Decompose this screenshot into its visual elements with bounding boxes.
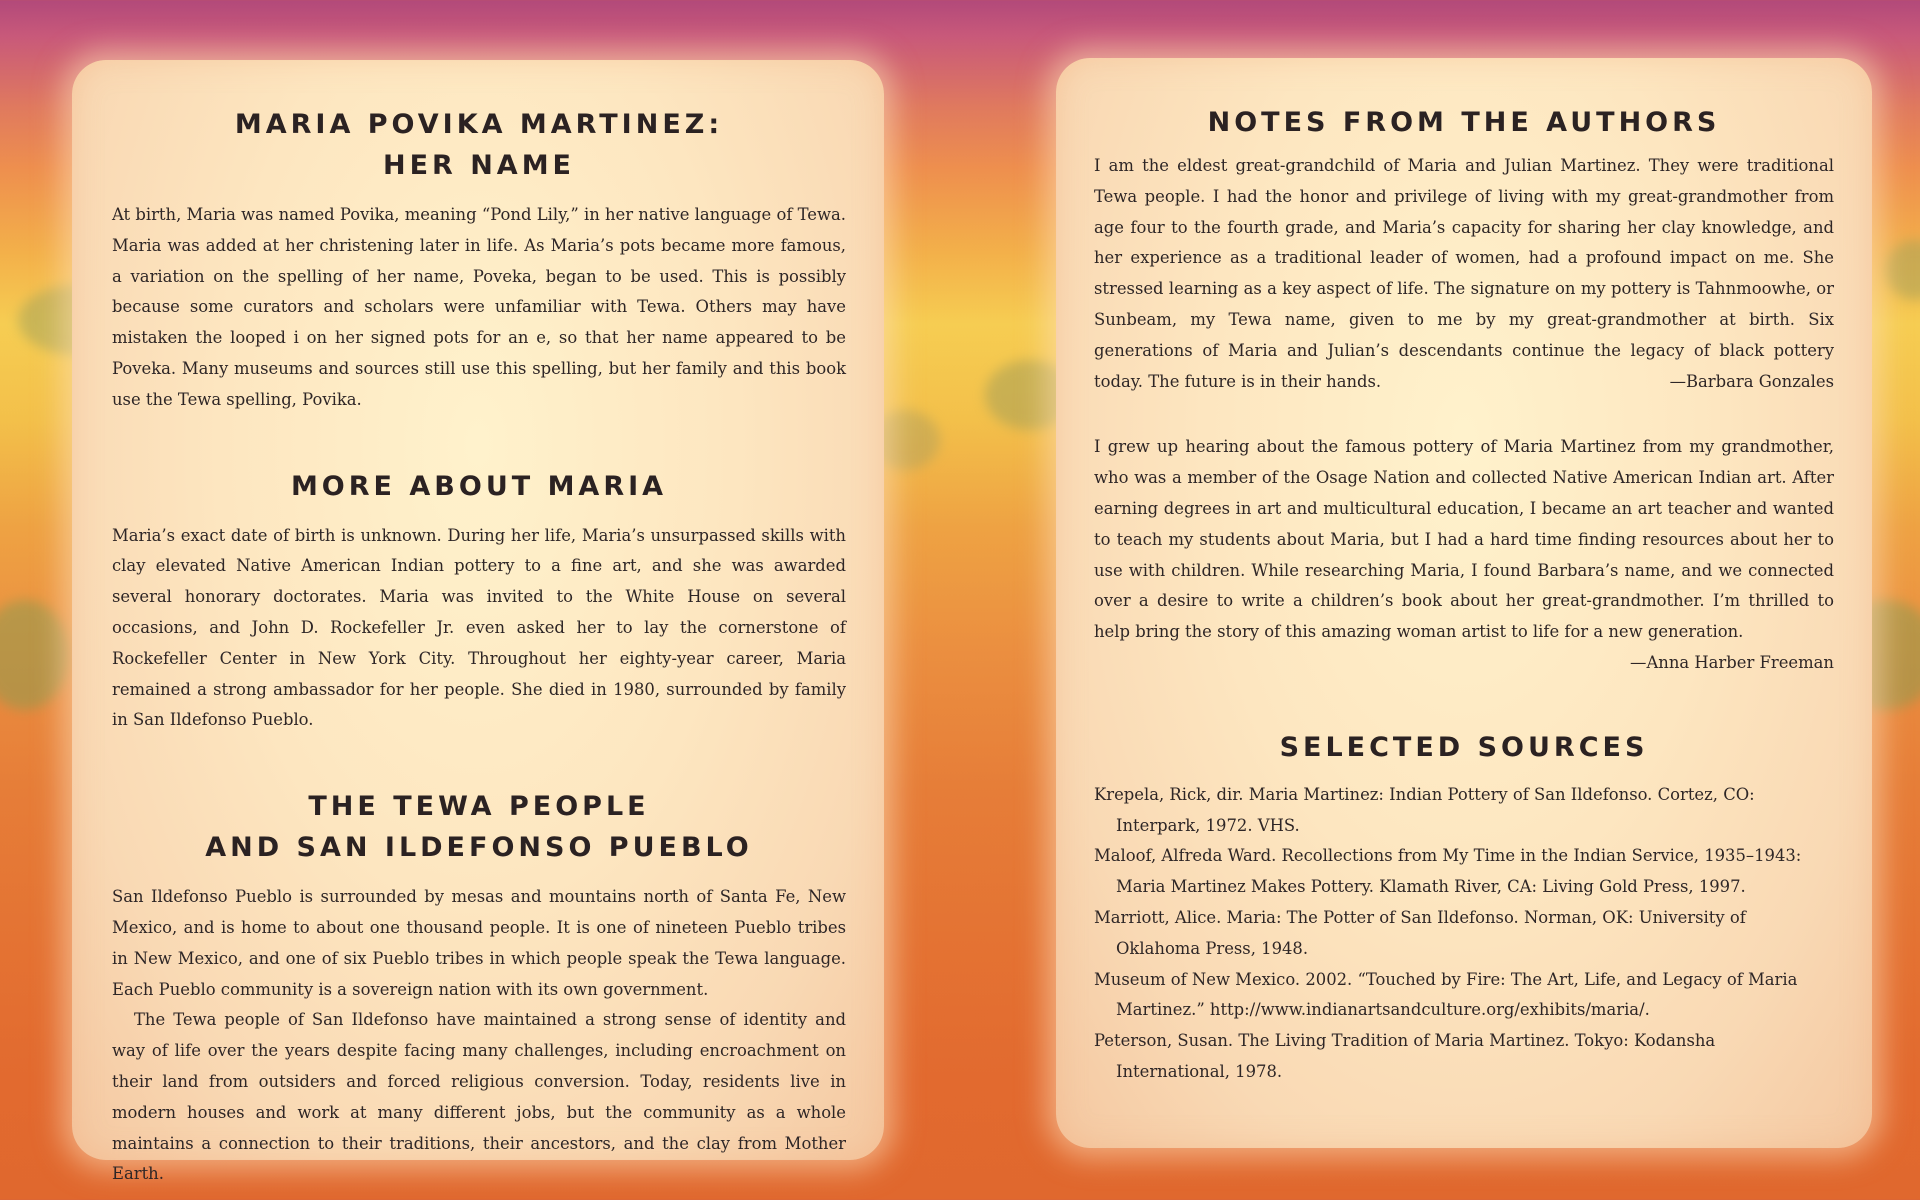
tewa-people-paragraph-1: San Ildefonso Pueblo is surrounded by mesas and mountains north of Santa Fe, New Mexico, and is home to about one thousand people. It is one of nineteen Pueblo tribes in New Mexico, and one of six Pueblo tribes in which people speak the Tewa language. Each Pueblo community is a sovereign nation with its own government.	[112, 887, 846, 999]
her-name-heading	[112, 104, 846, 186]
notes-section	[1094, 102, 1834, 679]
more-about-maria-paragraph: Maria’s exact date of birth is unknown. During her life, Maria’s unsurpassed skills with clay elevated Native American Indian pottery to a fine art, and she was awarded several honorary doctorates. Maria was invited to the White House on several occasions, and John D. Rockefeller Jr. even asked her to lay the cornerstone of Rockefeller Center in New York City. Throughout her eighty-year career, Maria remained a strong ambassador for her people. She died in 1980, surrounded by family in San Ildefonso Pueblo.	[112, 525, 846, 730]
tewa-people-paragraph-2: The Tewa people of San Ildefonso have maintained a strong sense of identity and way of life over the years despite facing many challenges, including encroachment on their land from outsiders and forced religious conversion. Today, residents live in modern houses and work at many different jobs, but the community as a whole maintains a connection to their traditions, their ancestors, and the clay from Mother Earth.	[112, 1010, 846, 1184]
sources-heading: SELECTED SOURCES	[1279, 731, 1649, 763]
tewa-people-heading	[112, 786, 846, 868]
source-item: Marriott, Alice. Maria: The Potter of San Ildefonso. Norman, OK: University of Oklahoma Press, 1948.	[1094, 907, 1746, 958]
her-name-heading-line1: MARIA POVIKA MARTINEZ:	[234, 109, 724, 140]
author-signature-1: —Barbara Gonzales	[1669, 371, 1834, 391]
tewa-people-heading-line2: AND SAN ILDEFONSO PUEBLO	[205, 832, 753, 864]
background-foliage	[0, 600, 70, 710]
her-name-paragraph: At birth, Maria was named Povika, meaning “Pond Lily,” in her native language of Tewa. Maria was added at her christening later in life. As Maria’s pots became more famous, a variation on the spelling of her name, Poveka, began to be used. This is possibly because some curators and scholars were unfamiliar with Tewa. Others may have mistaken the looped i on her signed pots for an e, so that her name appeared to be Poveka. Many museums and sources still use this spelling, but her family and this book use the Tewa spelling, Povika.	[112, 205, 846, 409]
author-note-1: I am the eldest great-grandchild of Maria and Julian Martinez. They were traditional Tewa people. I had the honor and privilege of living with my great-grandmother from age four to the fourth grade, and Maria’s capacity for sharing her clay knowledge, and her experience as a traditional leader of women, had a profound impact on me. She stressed learning as a key aspect of life. The signature on my pottery is Tahnmoowhe, or Sunbeam, my Tewa name, given to me by my great-grandmother at birth. Six generations of Maria and Julian’s descendants continue the legacy of black pottery today. The future is in their hands.	[1094, 156, 1834, 391]
notes-heading: NOTES FROM THE AUTHORS	[1207, 107, 1721, 138]
sources-section	[1094, 727, 1834, 1088]
sources-list	[1094, 780, 1834, 1088]
source-item: Peterson, Susan. The Living Tradition of Maria Martinez. Tokyo: Kodansha International, 1978.	[1094, 1031, 1716, 1081]
author-signature-2: —Anna Harber Freeman	[1630, 652, 1834, 672]
source-item: Krepela, Rick, dir. Maria Martinez: Indian Pottery of San Ildefonso. Cortez, CO: Interpark, 1972. VHS.	[1094, 784, 1755, 835]
tewa-people-heading-line1: THE TEWA PEOPLE	[308, 791, 650, 823]
source-item: Museum of New Mexico. 2002. “Touched by Fire: The Art, Life, and Legacy of Maria Martinez.” http://www.indianartsandculture.org/exhibits/maria/.	[1094, 969, 1798, 1020]
right-page	[1056, 58, 1872, 1148]
source-item: Maloof, Alfreda Ward. Recollections from My Time in the Indian Service, 1935–1943: Maria Martinez Makes Pottery. Klamath River, CA: Living Gold Press, 1997.	[1094, 846, 1802, 897]
her-name-heading-line2: HER NAME	[382, 150, 576, 181]
more-about-maria-heading: MORE ABOUT MARIA	[290, 470, 668, 502]
her-name-section	[112, 104, 846, 416]
tewa-people-section	[112, 786, 846, 1190]
background-foliage	[1885, 240, 1920, 300]
more-about-maria-section	[112, 466, 846, 737]
author-note-2: I grew up hearing about the famous pottery of Maria Martinez from my grandmother, who was a member of the Osage Nation and collected Native American Indian art. After earning degrees in art and multicultural education, I became an art teacher and wanted to teach my students about Maria, but I had a hard time finding resources about her to use with children. While researching Maria, I found Barbara’s name, and we connected over a desire to write a children’s book about her great-grandmother. I’m thrilled to help bring the story of this amazing woman artist to life for a new generation.	[1094, 437, 1834, 642]
left-page	[72, 60, 884, 1184]
